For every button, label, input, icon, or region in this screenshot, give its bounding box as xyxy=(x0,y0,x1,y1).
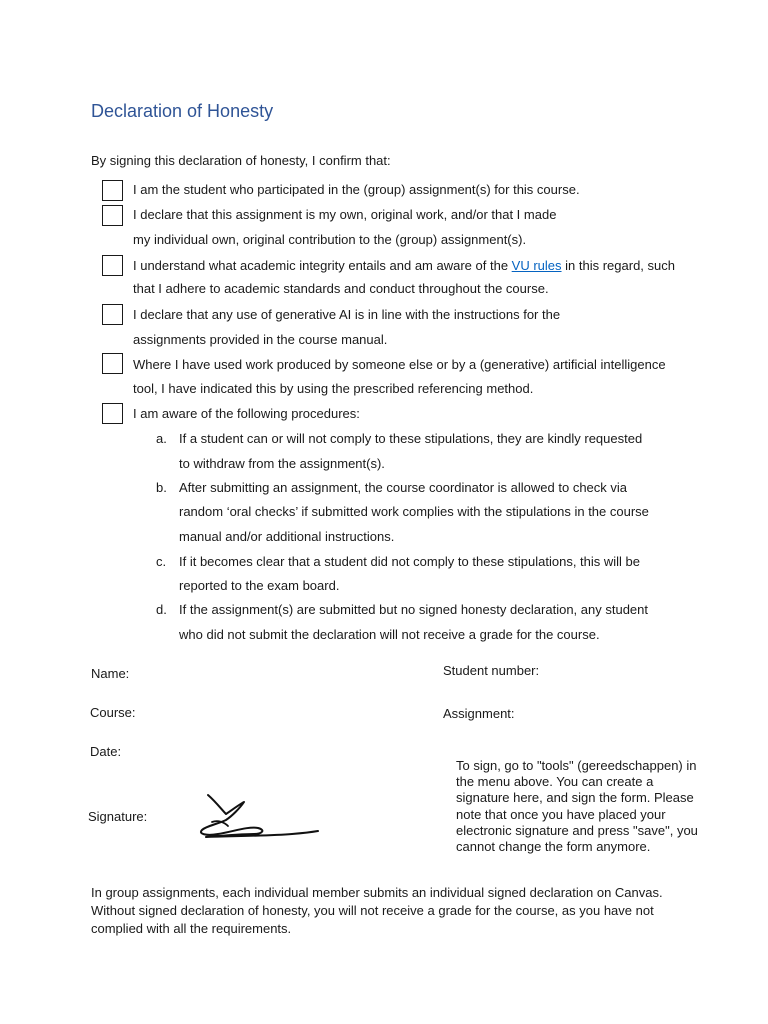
checkbox-own-work[interactable] xyxy=(102,205,123,226)
statement-2-line-1: I declare that this assignment is my own, original work, and/or that I made xyxy=(133,207,557,222)
student-number-label: Student number: xyxy=(443,663,540,678)
procedure-d-letter: d. xyxy=(156,602,167,617)
assignment-label: Assignment: xyxy=(443,706,515,721)
checkbox-participation[interactable] xyxy=(102,180,123,201)
procedure-c-line-2: reported to the exam board. xyxy=(179,578,340,593)
statement-3-line-1 xyxy=(133,258,675,273)
checkbox-academic-integrity[interactable] xyxy=(102,255,123,276)
checkbox-generative-ai[interactable] xyxy=(102,304,123,325)
name-label: Name: xyxy=(91,666,130,681)
checkbox-procedures[interactable] xyxy=(102,403,123,424)
group-assignment-note: In group assignments, each individual member submits an individual signed declaration on Canvas. Without signed declaration of honesty, you will not receive a grade for the course, as you have not complied with all the requirements. xyxy=(91,885,663,936)
intro-text: By signing this declaration of honesty, I confirm that: xyxy=(91,153,391,168)
statement-3-line-2: that I adhere to academic standards and conduct throughout the course. xyxy=(133,281,549,296)
vu-rules-link[interactable]: VU rules xyxy=(511,258,562,273)
procedure-b-line-2: random ‘oral checks’ if submitted work complies with the stipulations in the course xyxy=(179,504,649,519)
statement-6-line-1: I am aware of the following procedures: xyxy=(133,406,360,421)
statement-5-line-1: Where I have used work produced by someone else or by a (generative) artificial intelligence xyxy=(133,357,666,372)
procedure-a-letter: a. xyxy=(156,431,167,446)
procedure-b-line-1: After submitting an assignment, the course coordinator is allowed to check via xyxy=(179,480,628,495)
page-title: Declaration of Honesty xyxy=(91,101,274,121)
procedure-c-letter: c. xyxy=(156,554,167,569)
procedure-b-letter: b. xyxy=(156,480,167,495)
procedure-c-line-1: If it becomes clear that a student did not comply to these stipulations, this will be xyxy=(179,554,641,569)
procedure-a-line-1: If a student can or will not comply to these stipulations, they are kindly requested xyxy=(179,431,643,446)
statement-3-text-after: in this regard, such xyxy=(561,258,675,273)
statement-4-line-2: assignments provided in the course manual. xyxy=(133,332,388,347)
signature-label: Signature: xyxy=(88,809,148,824)
statement-5-line-2: tool, I have indicated this by using the prescribed referencing method. xyxy=(133,381,534,396)
statement-1-line-1: I am the student who participated in the (group) assignment(s) for this course. xyxy=(133,182,580,197)
course-label: Course: xyxy=(90,705,136,720)
checkbox-referencing[interactable] xyxy=(102,353,123,374)
procedure-d-line-2: who did not submit the declaration will not receive a grade for the course. xyxy=(179,627,600,642)
statement-3-text-before: I understand what academic integrity entails and am aware of the xyxy=(133,258,512,273)
procedure-d-line-1: If the assignment(s) are submitted but no signed honesty declaration, any student xyxy=(179,602,648,617)
statement-2-line-2: my individual own, original contribution to the (group) assignment(s). xyxy=(133,232,527,247)
statement-4-line-1: I declare that any use of generative AI is in line with the instructions for the xyxy=(133,307,561,322)
sign-instructions: To sign, go to "tools" (gereedschappen) in the menu above. You can create a signature here, and sign the form. Please note that once you have placed your electronic signature and press "save", you cannot change the form anymore. xyxy=(456,758,698,855)
procedure-b-line-3: manual and/or additional instructions. xyxy=(179,529,395,544)
date-label: Date: xyxy=(90,744,122,759)
handwritten-signature xyxy=(188,790,323,845)
procedure-a-line-2: to withdraw from the assignment(s). xyxy=(179,456,385,471)
